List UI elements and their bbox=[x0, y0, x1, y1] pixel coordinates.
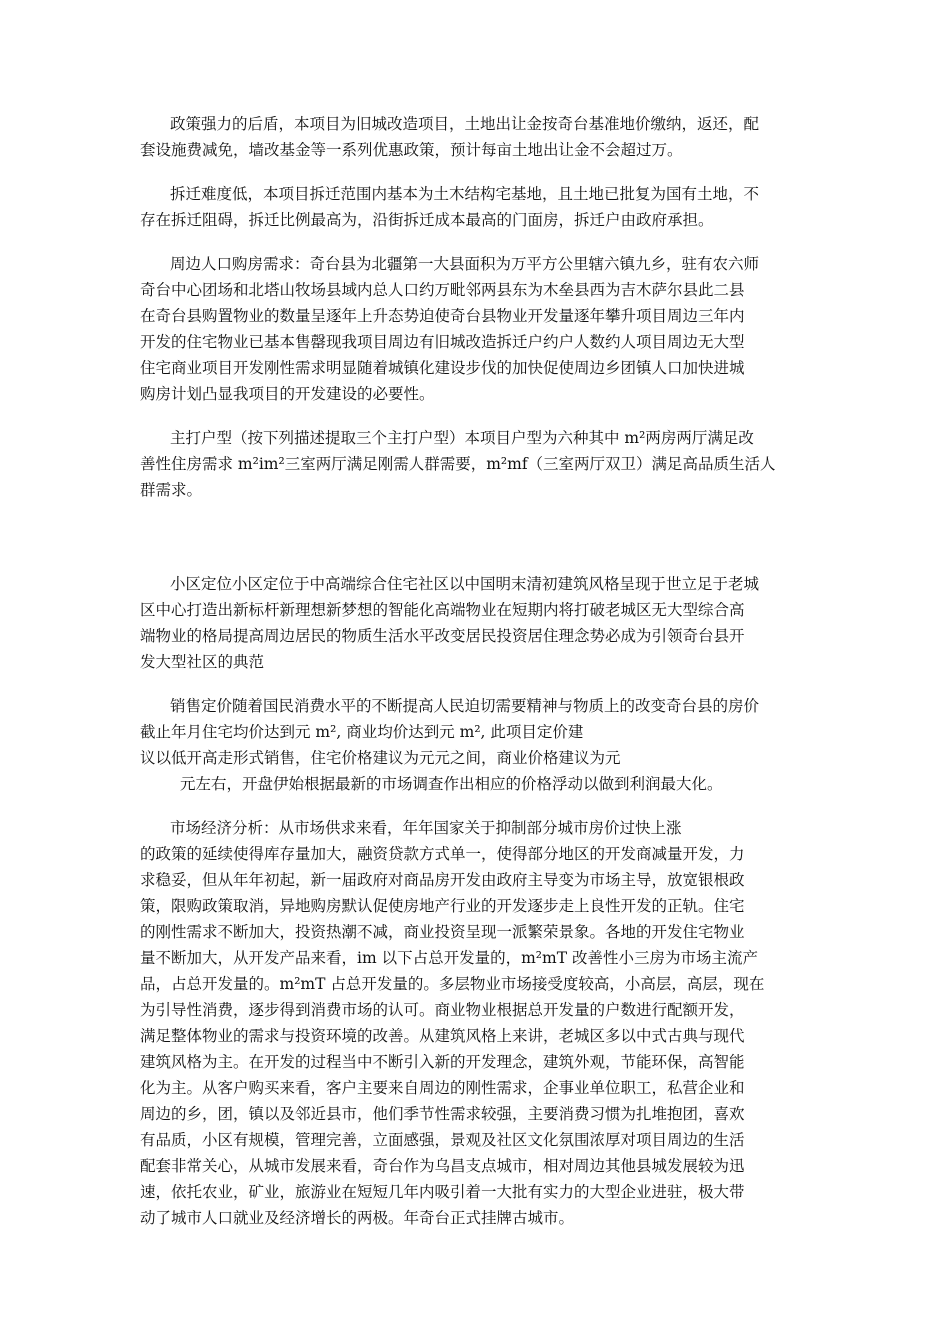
paragraph-line: 奇台中心团场和北塔山牧场县域内总人口约万毗邻两县东为木垒县西为吉木萨尔县此二县 bbox=[140, 281, 745, 299]
paragraph-line: 周边的乡，团，镇以及邻近县市，他们季节性需求较强，主要消费习惯为扎堆抱团，喜欢 bbox=[140, 1105, 745, 1123]
paragraph-line: 主打户型（按下列描述提取三个主打户型）本项目户型为六种其中 m²两房两厅满足改 bbox=[170, 429, 754, 447]
paragraph-line: 购房计划凸显我项目的开发建设的必要性。 bbox=[140, 385, 435, 403]
paragraph-line: 市场经济分析：从市场供求来看，年年国家关于抑制部分城市房价过快上涨 bbox=[170, 819, 682, 837]
paragraph-line: 小区定位小区定位于中高端综合住宅社区以中国明末清初建筑风格呈现于世立足于老城 bbox=[170, 575, 760, 593]
paragraph-line: 建筑风格为主。在开发的过程当中不断引入新的开发理念，建筑外观，节能环保，高智能 bbox=[140, 1053, 745, 1071]
paragraph-line: 开发的住宅物业已基本售罄现我项目周边有旧城改造拆迁户约户人数约人项目周边无大型 bbox=[140, 333, 745, 351]
paragraph-line: 的政策的延续使得库存量加大，融资贷款方式单一，使得部分地区的开发商减量开发，力 bbox=[140, 845, 745, 863]
paragraph-line: 为引导性消费，逐步得到消费市场的认可。商业物业根据总开发量的户数进行配额开发， bbox=[140, 1001, 745, 1019]
paragraph-line: 政策强力的后盾，本项目为旧城改造项目，土地出让金按奇台基准地价缴纳，返还，配 bbox=[170, 115, 760, 133]
paragraph-line: 配套非常关心，从城市发展来看，奇台作为乌昌支点城市，相对周边其他县城发展较为迅 bbox=[140, 1157, 745, 1175]
paragraph-line: 端物业的格局提高周边居民的物质生活水平改变居民投资居住理念势必成为引领奇台县开 bbox=[140, 627, 745, 645]
paragraph-line: 的刚性需求不断加大，投资热潮不减，商业投资呈现一派繁荣景象。各地的开发住宅物业 bbox=[140, 923, 745, 941]
paragraph-line: 截止年月住宅均价达到元 m², 商业均价达到元 m², 此项目定价建 bbox=[140, 723, 584, 741]
paragraph-line: 求稳妥，但从年年初起，新一届政府对商品房开发由政府主导变为市场主导，放宽银根政 bbox=[140, 871, 745, 889]
paragraph-line: 有品质，小区有规模，管理完善，立面感强，景观及社区文化氛围浓厚对项目周边的生活 bbox=[140, 1131, 745, 1149]
paragraph-line: 满足整体物业的需求与投资环境的改善。从建筑风格上来讲，老城区多以中式古典与现代 bbox=[140, 1027, 745, 1045]
paragraph-line: 群需求。 bbox=[140, 481, 203, 499]
paragraph-line: 存在拆迁阻碍，拆迁比例最高为，沿街拆迁成本最高的门面房，拆迁户由政府承担。 bbox=[140, 211, 714, 229]
paragraph-line: 善性住房需求 m²im²三室两厅满足刚需人群需要，m²mf（三室两厅双卫）满足高品质生活人 bbox=[140, 455, 776, 473]
paragraph-line: 速，依托农业，矿业，旅游业在短短几年内吸引着一大批有实力的大型企业进驻，极大带 bbox=[140, 1183, 745, 1201]
paragraph-line: 化为主。从客户购买来看，客户主要来自周边的刚性需求，企事业单位职工，私营企业和 bbox=[140, 1079, 745, 1097]
paragraph-line: 在奇台县购置物业的数量呈逐年上升态势迫使奇台县物业开发量逐年攀升项目周边三年内 bbox=[140, 307, 745, 325]
paragraph-line: 量不断加大，从开发产品来看，im 以下占总开发量的，m²mT 改善性小三房为市场主流产 bbox=[140, 949, 758, 967]
paragraph-line: 拆迁难度低，本项目拆迁范围内基本为土木结构宅基地，且土地已批复为国有土地，不 bbox=[170, 185, 760, 203]
paragraph-line: 销售定价随着国民消费水平的不断提高人民迫切需要精神与物质上的改变奇台县的房价 bbox=[170, 697, 760, 715]
paragraph-line: 策，限购政策取消，异地购房默认促使房地产行业的开发逐步走上良性开发的正轨。住宅 bbox=[140, 897, 745, 915]
paragraph-line: 套设施费减免，墙改基金等一系列优惠政策，预计每亩土地出让金不会超过万。 bbox=[140, 141, 683, 159]
paragraph-line: 议以低开高走形式销售，住宅价格建议为元元之间，商业价格建议为元 bbox=[140, 749, 621, 767]
paragraph-line: 区中心打造出新标杆新理想新梦想的智能化高端物业在短期内将打破老城区无大型综合高 bbox=[140, 601, 745, 619]
paragraph-line: 动了城市人口就业及经济增长的两极。年奇台正式挂牌古城市。 bbox=[140, 1209, 575, 1227]
paragraph-line: 住宅商业项目开发刚性需求明显随着城镇化建设步伐的加快促使周边乡团镇人口加快进城 bbox=[140, 359, 745, 377]
paragraph-line: 周边人口购房需求：奇台县为北疆第一大县面积为万平方公里辖六镇九乡，驻有农六师 bbox=[170, 255, 760, 273]
paragraph-line: 发大型社区的典范 bbox=[140, 653, 265, 671]
paragraph-line: 元左右，开盘伊始根据最新的市场调查作出相应的价格浮动以做到利润最大化。 bbox=[180, 775, 723, 793]
paragraph-line: 品，占总开发量的。m²mT 占总开发量的。多层物业市场接受度较高，小高层，高层，现在 bbox=[140, 975, 765, 993]
